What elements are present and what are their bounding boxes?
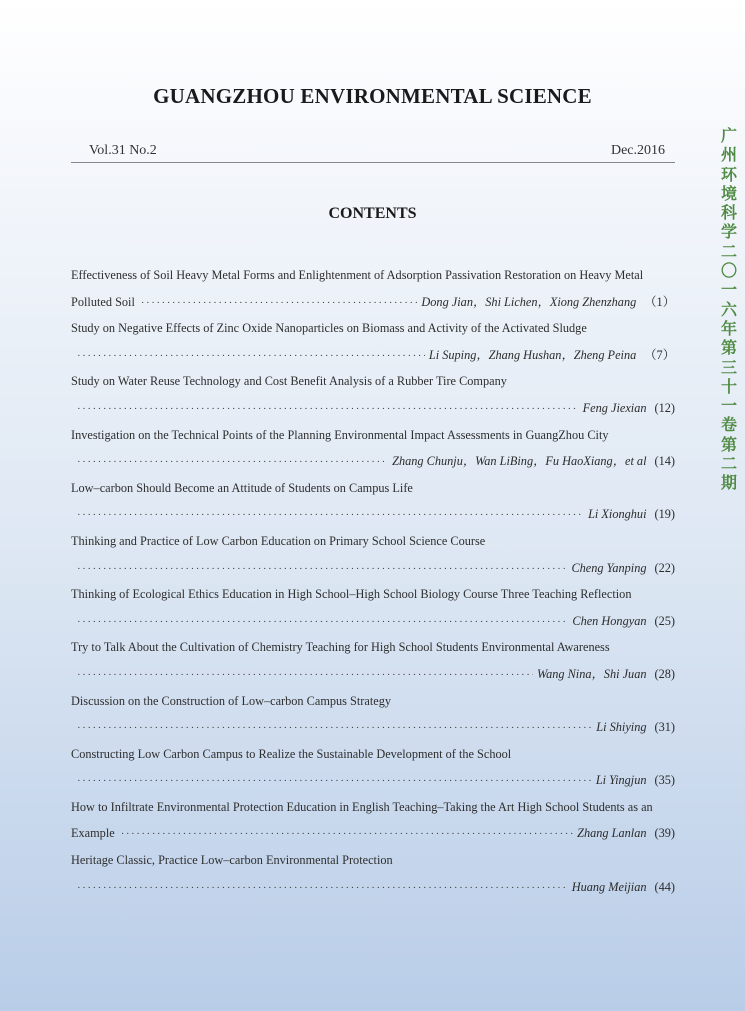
toc-entry-line [71,714,675,741]
toc-entry-title: Thinking and Practice of Low Carbon Education on Primary School Science Course [71,533,486,548]
toc-entry-page: (12) [654,400,675,415]
toc-entry-page: (35) [654,773,675,788]
toc-entry-authors: Li Yingjun [595,773,647,788]
toc-entry-title: Discussion on the Construction of Low–carbon Campus Strategy [71,693,392,708]
toc-entry-line [71,448,675,475]
toc-entry[interactable] [71,475,675,528]
toc-entry-page: (44) [654,879,675,894]
toc-entry[interactable] [71,528,675,581]
dot-leader [77,343,425,370]
toc-entry-title-continuation: Example [71,826,115,841]
toc-entry[interactable] [71,688,675,741]
toc-entry-line [71,767,675,794]
dot-leader [77,768,592,795]
dot-leader [77,556,567,583]
toc-entry-authors: Dong Jian，Shi Lichen，Xiong Zhenzhang [421,294,637,309]
toc-entry-title: Thinking of Ecological Ethics Education in High School–High School Biology Course Three Teaching Reflection [71,587,632,602]
toc-entry-authors: Li Suping，Zhang Hushan，Zheng Peina [428,347,637,362]
toc-entry[interactable] [71,368,675,421]
toc-entry-authors: Zhang Chunju，Wan LiBing，Fu HaoXiang，et al [392,454,647,469]
dot-leader [77,502,584,529]
toc-entry-authors: Li Xionghui [588,507,647,522]
toc-entry-line [71,501,675,528]
toc-entry[interactable] [71,741,675,794]
toc-entry[interactable] [71,634,675,687]
table-of-contents [71,262,675,900]
issue-date: Dec.2016 [610,143,665,158]
toc-entry-title-continuation: Polluted Soil [71,294,135,309]
toc-entry-line [71,608,675,635]
dot-leader [77,609,568,636]
journal-title: GUANGZHOU ENVIRONMENTAL SCIENCE [153,84,592,108]
toc-entry-line [71,342,675,369]
toc-entry-page: （1） [644,294,675,309]
toc-entry-authors: Cheng Yanping [571,560,647,575]
toc-entry-authors: Zhang Lanlan [577,826,647,841]
toc-entry-authors: Wang Nina，Shi Juan [536,666,647,681]
toc-entry-title: Heritage Classic, Practice Low–carbon Environmental Protection [71,853,393,868]
dot-leader [121,821,573,848]
toc-entry-authors: Huang Meijian [571,879,647,894]
toc-entry-title: Study on Water Reuse Technology and Cost Benefit Analysis of a Rubber Tire Company [71,374,507,389]
header-divider [71,162,675,163]
toc-entry[interactable] [71,262,675,315]
dot-leader [77,449,388,476]
toc-entry-page: (25) [654,613,675,628]
toc-entry-page: (39) [654,826,675,841]
contents-heading: CONTENTS [328,205,417,222]
toc-entry[interactable] [71,581,675,634]
toc-entry-page: (31) [654,720,675,735]
side-label: 广州环境科学 二〇一六年 第三十一卷 第二期 [720,126,737,493]
toc-entry[interactable] [71,422,675,475]
dot-leader [77,875,568,902]
dot-leader [77,715,592,742]
toc-entry-page: (14) [654,454,675,469]
dot-leader [77,396,579,423]
toc-entry-authors: Feng Jiexian [582,400,647,415]
volume-issue: Vol.31 No.2 [89,143,157,158]
toc-entry-line [71,661,675,688]
toc-entry-page: (22) [654,560,675,575]
toc-entry-line [71,289,675,316]
toc-entry-title: How to Infiltrate Environmental Protection Education in English Teaching–Taking the Art High School Students as an [71,799,653,814]
toc-entry[interactable] [71,847,675,900]
toc-entry-title: Constructing Low Carbon Campus to Realize the Sustainable Development of the School [71,746,512,761]
toc-entry-title: Investigation on the Technical Points of the Planning Environmental Impact Assessments in GuangZhou City [71,427,609,442]
toc-entry-line [71,874,675,901]
dot-leader [77,662,533,689]
toc-entry-page: (19) [654,507,675,522]
toc-entry-title: Study on Negative Effects of Zinc Oxide Nanoparticles on Biomass and Activity of the Activated Sludge [71,321,587,336]
toc-entry[interactable] [71,315,675,368]
toc-entry-title: Effectiveness of Soil Heavy Metal Forms and Enlightenment of Adsorption Passivation Restoration on Heavy Metal [71,268,644,282]
toc-entry-title: Low–carbon Should Become an Attitude of Students on Campus Life [71,480,413,495]
toc-entry-authors: Chen Hongyan [572,613,647,628]
toc-entry-title: Try to Talk About the Cultivation of Chemistry Teaching for High School Students Environmental Awareness [71,640,610,655]
toc-entry[interactable] [71,794,675,847]
toc-entry-authors: Li Shiying [596,720,647,735]
toc-entry-line [71,555,675,582]
dot-leader [141,290,418,317]
toc-entry-line [71,820,675,847]
toc-entry-line [71,395,675,422]
toc-entry-page: （7） [644,347,675,362]
toc-entry-page: (28) [654,666,675,681]
